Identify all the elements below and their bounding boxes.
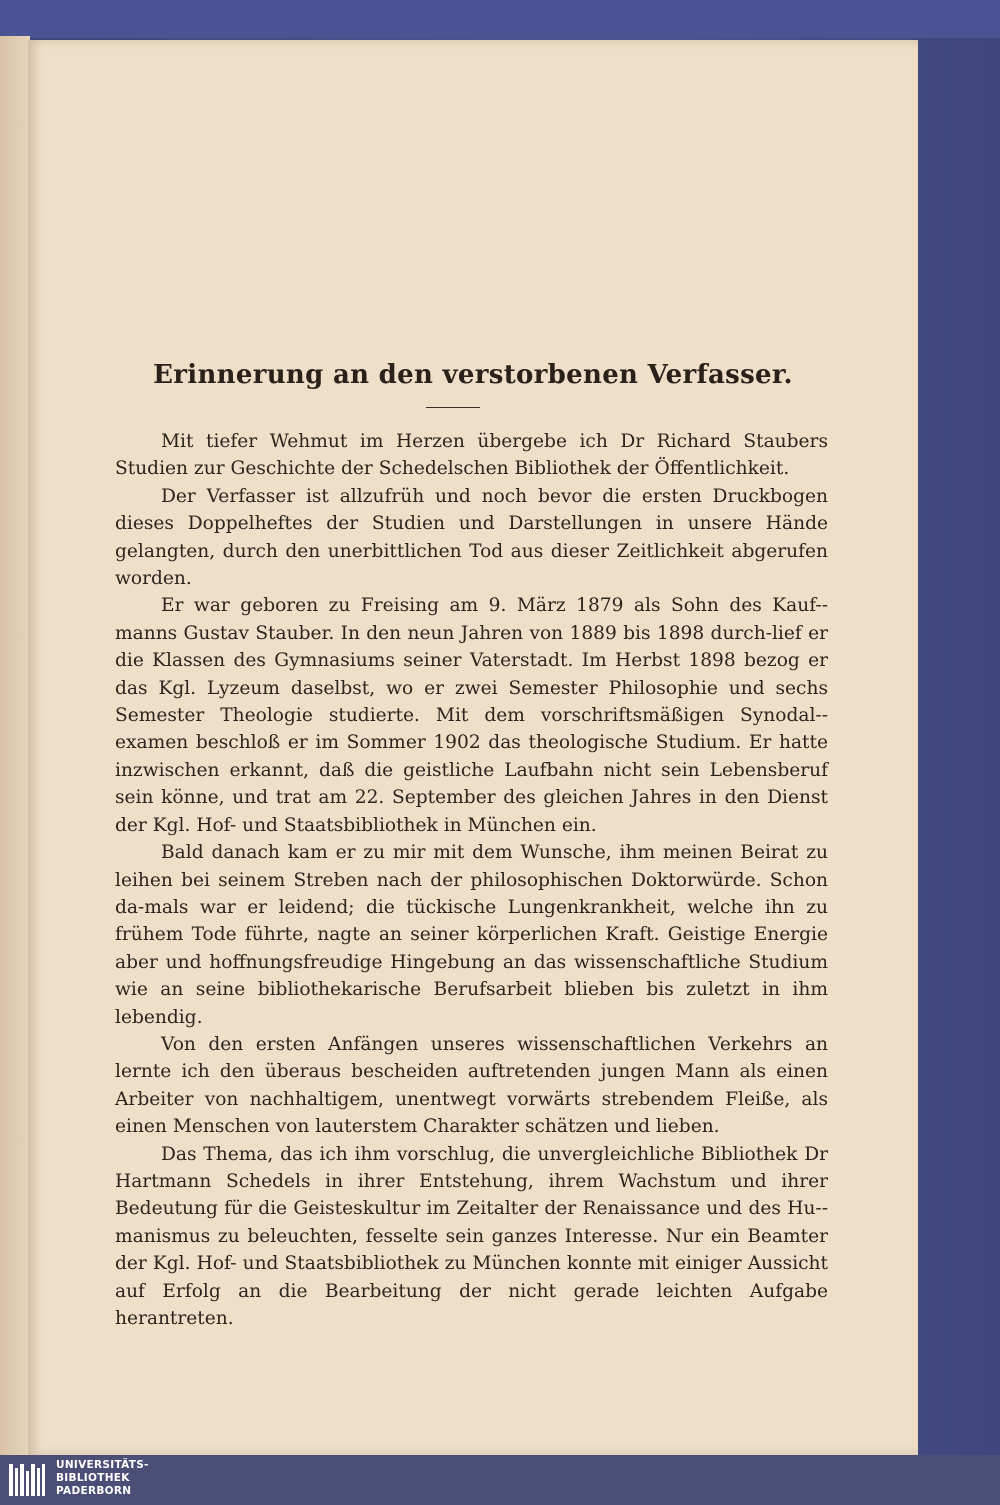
left-page-edge — [0, 36, 30, 1455]
library-footer — [0, 1455, 1000, 1505]
paragraph-4: Bald danach kam er zu mir mit dem Wunsche, ihm meinen Beirat zu leihen bei seinem Streben nach der philosophischen Doktorwürde. Schon da-mals war er leidend; die tückische Lungenkrankheit, welche ihn zu frühem Tode führte, nagte an seiner körperlichen Kraft. Geistige Energie aber und hoffnungsfreudige Hingebung an das wissenschaftliche Studium wie an seine bibliothekarische Berufsarbeit blieben bis zuletzt in ihm lebendig. — [115, 842, 828, 1028]
library-name-line-2: BIBLIOTHEK — [56, 1472, 130, 1484]
book-page — [28, 40, 918, 1455]
paragraph-1: Mit tiefer Wehmut im Herzen übergebe ich Dr Richard Staubers Studien zur Geschichte der Schedelschen Bibliothek der Öffentlichkeit. — [115, 431, 828, 480]
library-name-line-3: PADERBORN — [56, 1485, 132, 1497]
paragraph-3: Er war geboren zu Freising am 9. März 1879 als Sohn des Kauf-manns Gustav Stauber. In den neun Jahren von 1889 bis 1898 durch-lief er die Klassen des Gymnasiums seiner Vaterstadt. Im Herbst 1898 bezog er das Kgl. Lyzeum daselbst, wo er zwei Semester Philosophie und sechs Semester Theologie studierte. Mit dem vorschriftsmäßigen Synodal-examen beschloß er im Sommer 1902 das theologische Studium. Er hatte inzwischen erkannt, daß die geistliche Laufbahn nicht sein Lebensberuf sein könne, und trat am 22. September des gleichen Jahres in den Dienst der Kgl. Hof- und Staatsbibliothek in München ein. — [115, 595, 828, 836]
body-text — [115, 428, 828, 1332]
heading-rule — [426, 407, 480, 408]
university-library-logo-icon — [8, 1461, 46, 1499]
paragraph-6: Das Thema, das ich ihm vorschlug, die unvergleichliche Bibliothek Dr Hartmann Schedels in ihrer Entstehung, ihrem Wachstum und ihrer Bedeutung für die Geisteskultur im Zeitalter der Renaissance und des Hu-manismus zu beleuchten, fesselte sein ganzes Interesse. Nur ein Beamter der Kgl. Hof- und Staatsbibliothek zu München konnte mit einiger Aussicht auf Erfolg an die Bearbeitung der nicht gerade leichten Aufgabe herantreten. — [115, 1143, 828, 1329]
library-name-line-1: UNIVERSITÄTS- — [56, 1459, 149, 1471]
book-cover-edge — [0, 0, 1000, 38]
paragraph-2: Der Verfasser ist allzufrüh und noch bevor die ersten Druckbogen dieses Doppelheftes der Studien und Darstellungen in unsere Hände gelangten, durch den unerbittlichen Tod aus dieser Zeitlichkeit abgerufen worden. — [115, 485, 828, 590]
page-heading: Erinnerung an den verstorbenen Verfasser. — [153, 360, 793, 390]
paragraph-5: Von den ersten Anfängen unseres wissenschaftlichen Verkehrs an lernte ich den überaus bescheiden auftretenden jungen Mann als einen Arbeiter von nachhaltigem, unentwegt vorwärts strebendem Fleiße, als einen Menschen von lauterstem Charakter schätzen und lieben. — [115, 1033, 828, 1138]
library-name — [56, 1459, 149, 1498]
